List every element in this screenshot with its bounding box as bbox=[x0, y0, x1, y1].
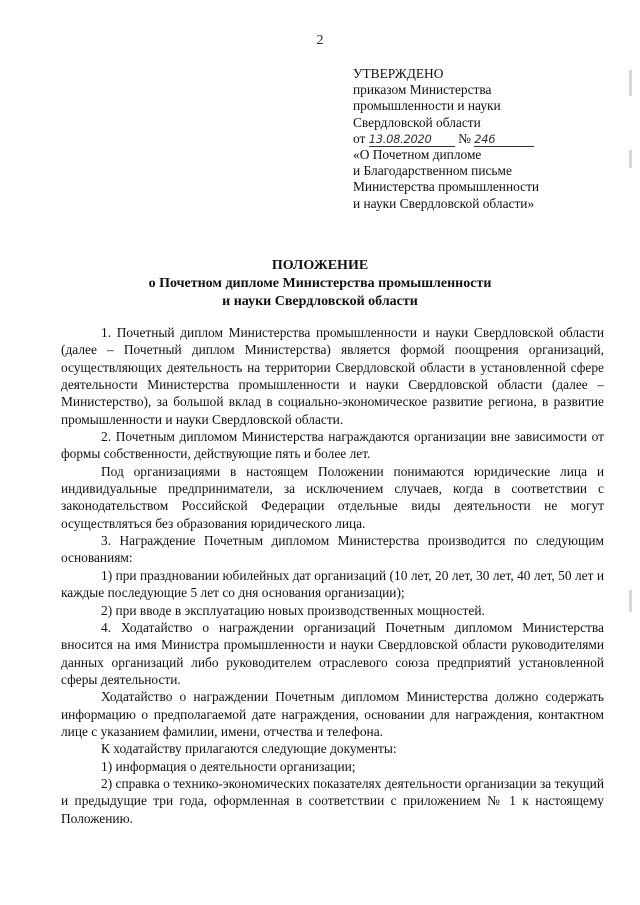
approval-line: приказом Министерства bbox=[353, 82, 492, 98]
approval-subject-line: и Благодарственном письме bbox=[353, 163, 512, 179]
page-number: 2 bbox=[316, 33, 324, 48]
approval-block bbox=[353, 66, 603, 212]
approval-subject-line: «О Почетном дипломе bbox=[353, 147, 482, 163]
paragraph: 2) справка о технико-экономических показателях деятельности организации за текущий и предыдущие три года, оформленная в соответствии с приложением № 1 к настоящему Положению. bbox=[61, 775, 604, 826]
title-line: о Почетном дипломе Министерства промышленности bbox=[148, 276, 492, 291]
document-body bbox=[61, 324, 604, 827]
paragraph: 1) при праздновании юбилейных дат организаций (10 лет, 20 лет, 30 лет, 40 лет, 50 лет и каждые последующие 5 лет со дня основания организации); bbox=[61, 567, 604, 601]
handwritten-number: 246 bbox=[474, 133, 534, 147]
number-prefix: № bbox=[458, 130, 471, 146]
date-prefix: от bbox=[353, 130, 366, 146]
paragraph: Под организациями в настоящем Положении понимаются юридические лица и индивидуальные предприниматели, за исключением случаев, когда в соответствии с законодательством Российской Федерации отдельные виды деятельности не могут осуществляться без образования юридического лица. bbox=[61, 463, 604, 531]
paragraph: Ходатайство о награждении Почетным дипломом Министерства должно содержать информацию о предполагаемой дате награждения, основании для награждения, контактном лице с указанием фамилии, имени, отчества и телефона. bbox=[61, 689, 604, 739]
paragraph: 1. Почетный диплом Министерства промышленности и науки Свердловской области (далее – Почетный диплом Министерства) является формой поощрения организаций, осуществляющих деятельность на территории Свердловской области в установленной сфере деятельности Министерства промышленности и науки Свердловской области (далее – Министерство), за большой вклад в социально-экономическое развитие региона, в развитие промышленности и науки Свердловской области. bbox=[61, 325, 604, 427]
paragraph: 2. Почетным дипломом Министерства награждаются организации вне зависимости от формы собственности, действующие пять и более лет. bbox=[61, 429, 604, 462]
paragraph: К ходатайству прилагаются следующие документы: bbox=[101, 741, 397, 757]
approval-line: промышленности и науки bbox=[353, 98, 501, 114]
paragraph: 4. Ходатайство о награждении организаций Почетным дипломом Министерства вносится на имя Министра промышленности и науки Свердловской области руководителями данных организаций либо руководителем отраслевого союза предприятий установленной сферы деятельности. bbox=[61, 619, 604, 687]
title-line: и науки Свердловской области bbox=[222, 294, 418, 309]
paragraph: 1) информация о деятельности организации; bbox=[101, 758, 356, 774]
approval-line: Свердловской области bbox=[353, 114, 481, 130]
approval-subject-line: и науки Свердловской области» bbox=[353, 195, 535, 211]
title-heading: ПОЛОЖЕНИЕ bbox=[271, 258, 369, 273]
paragraph: 3. Награждение Почетным дипломом Министерства производится по следующим основаниям: bbox=[61, 533, 604, 566]
scan-artifact bbox=[629, 70, 632, 96]
scan-artifact bbox=[629, 150, 632, 168]
document-title bbox=[40, 257, 600, 311]
paragraph: 2) при вводе в эксплуатацию новых производственных мощностей. bbox=[101, 602, 485, 618]
approval-date-line bbox=[353, 131, 603, 147]
scan-artifact bbox=[629, 590, 632, 612]
approval-heading: УТВЕРЖДЕНО bbox=[353, 66, 444, 81]
approval-subject-line: Министерства промышленности bbox=[353, 179, 540, 195]
handwritten-date: 13.08.2020 bbox=[369, 133, 455, 147]
